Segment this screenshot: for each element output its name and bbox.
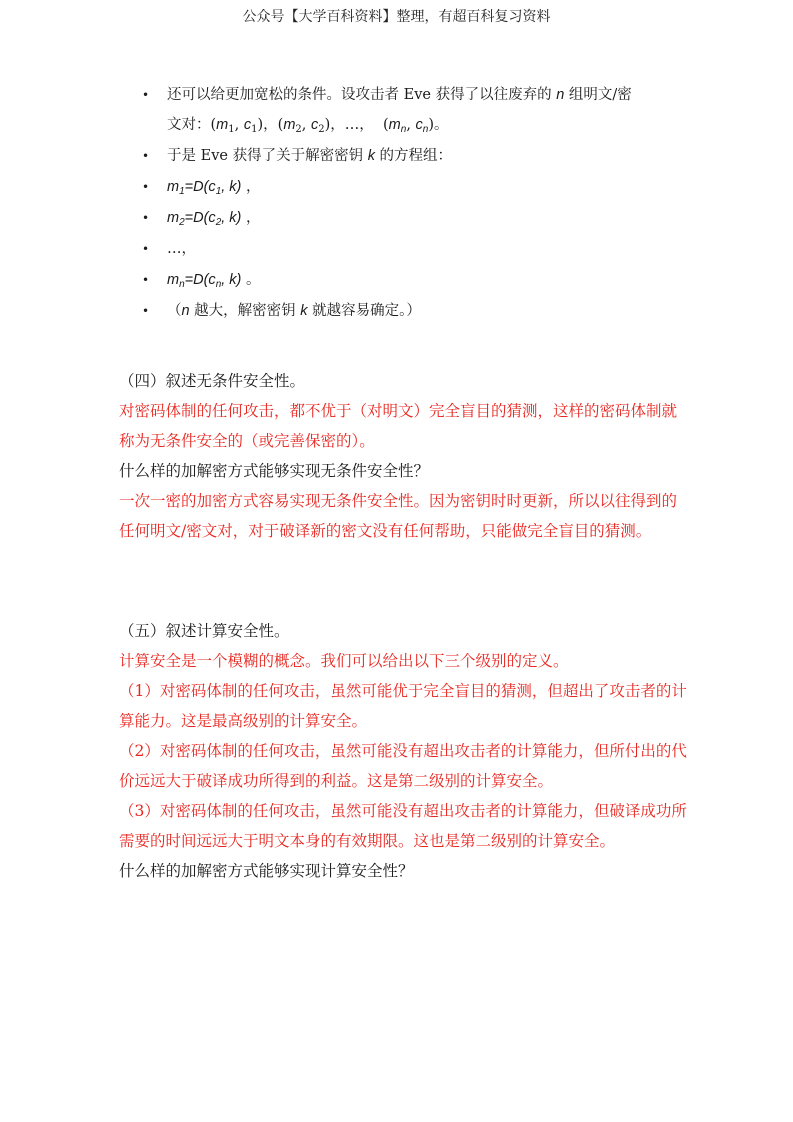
bullet-dot-icon: • — [142, 149, 150, 163]
bullet-dot-icon: • — [142, 304, 150, 318]
bullet-item — [140, 86, 700, 135]
bullet-dot-icon: • — [142, 180, 150, 194]
section-computational-security — [119, 616, 689, 886]
bullet-text: （n 越大，解密密钥 k 就越容易确定。） — [167, 303, 421, 319]
bullet-text: 于是 Eve 获得了关于解密密钥 k 的方程组： — [167, 148, 453, 164]
question-text: 什么样的加解密方式能够实现无条件安全性？ — [119, 462, 430, 480]
level-2-text: （2）对密码体制的任何攻击，虽然可能没有超出攻击者的计算能力，但所付出的代价远远大于破译成功所得到的利益。这是第二级别的计算安全。 — [119, 742, 687, 790]
bullet-item — [140, 240, 700, 259]
bullet-item — [140, 302, 700, 321]
bullet-line: 文对：($m_1$, $c_1$)，($m_2$, $c_2$)，…， ($m_n$, $c_n$)。 — [167, 117, 449, 135]
page-header: 公众号【大学百科资料】整理，有超百科复习资料 — [242, 9, 551, 25]
bullet-item — [140, 147, 700, 166]
section-unconditional-security — [119, 366, 689, 546]
bullet-line: 还可以给更加宽松的条件。设攻击者 Eve 获得了以往废弃的 n 组明文/密 — [167, 87, 632, 103]
bullet-item: • $m_2=D(c_2$, k) ， — [142, 210, 261, 228]
bullet-item: • $m_1=D(c_1$, k) ， — [142, 179, 261, 197]
answer-text: 一次一密的加密方式容易实现无条件安全性。因为密钥时时更新，所以以往得到的任何明文/密文对，对于破译新的密文没有任何帮助，只能做完全盲目的猜测。 — [119, 492, 678, 540]
answer-text: 对密码体制的任何攻击，都不优于（对明文）完全盲目的猜测，这样的密码体制就称为无条件安全的（或完善保密的）。 — [119, 402, 678, 450]
question-text: 什么样的加解密方式能够实现计算安全性？ — [119, 862, 414, 880]
equation: $m_1=D(c_1$, k) — [167, 179, 242, 197]
bullet-text: …， — [167, 241, 196, 257]
equation: $m_n=D(c_n$, k) — [167, 272, 242, 290]
bullet-dot-icon: • — [142, 88, 150, 102]
level-3-text: （3）对密码体制的任何攻击，虽然可能没有超出攻击者的计算能力，但破译成功所需要的时间远远大于明文本身的有效期限。这也是第二级别的计算安全。 — [119, 802, 687, 850]
bullet-dot-icon: • — [142, 211, 150, 225]
equation: $m_2=D(c_2$, k) — [167, 210, 242, 228]
bullet-list — [140, 86, 700, 333]
bullet-item: • $m_n=D(c_n$, k) 。 — [142, 272, 261, 290]
section-title: （四）叙述无条件安全性。 — [119, 372, 306, 390]
bullet-dot-icon: • — [142, 273, 150, 287]
section-title: （五）叙述计算安全性。 — [119, 622, 290, 640]
level-1-text: （1）对密码体制的任何攻击，虽然可能优于完全盲目的猜测，但超出了攻击者的计算能力。这是最高级别的计算安全。 — [119, 682, 687, 730]
intro-text: 计算安全是一个模糊的概念。我们可以给出以下三个级别的定义。 — [119, 652, 569, 670]
bullet-dot-icon: • — [142, 242, 150, 256]
